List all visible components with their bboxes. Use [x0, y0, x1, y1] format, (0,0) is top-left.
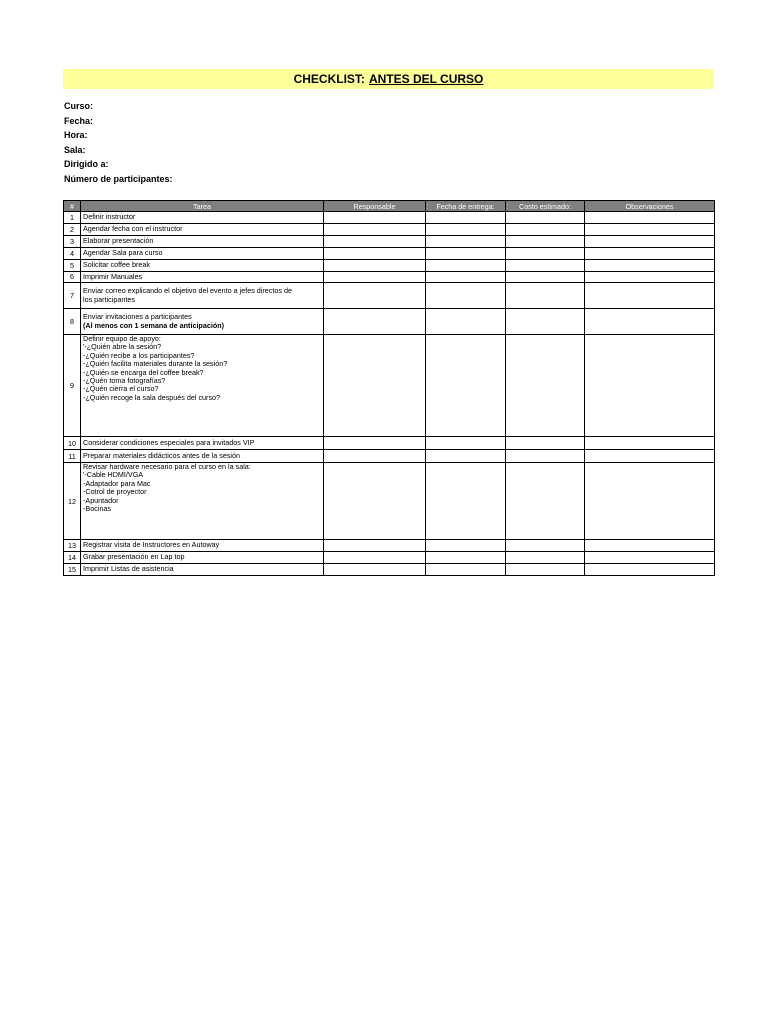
row-number: 4: [64, 247, 81, 259]
table-row: [64, 271, 715, 283]
table-row: [64, 212, 715, 224]
observaciones-cell[interactable]: [585, 309, 715, 335]
fecha-entrega-cell[interactable]: [426, 223, 506, 235]
task-cell: [81, 437, 324, 450]
task-cell: [81, 309, 324, 335]
row-number: 6: [64, 271, 81, 283]
header-fecha-entrega: Fecha de entrega:: [426, 201, 506, 212]
row-number: 10: [64, 437, 81, 450]
task-cell: [81, 283, 324, 309]
table-row: [64, 437, 715, 450]
field-dirigido: Dirigido a:: [64, 159, 109, 170]
table-row: [64, 335, 715, 437]
responsable-cell[interactable]: [324, 450, 426, 463]
field-curso: Curso:: [64, 101, 93, 111]
table-row: [64, 223, 715, 235]
fecha-entrega-cell[interactable]: [426, 463, 506, 540]
fecha-entrega-cell[interactable]: [426, 335, 506, 437]
task-cell: [81, 552, 324, 564]
table-row: [64, 259, 715, 271]
costo-cell[interactable]: [506, 223, 585, 235]
table-row: [64, 540, 715, 552]
costo-cell[interactable]: [506, 540, 585, 552]
costo-cell[interactable]: [506, 259, 585, 271]
responsable-cell[interactable]: [324, 437, 426, 450]
fecha-entrega-cell[interactable]: [426, 437, 506, 450]
costo-cell[interactable]: [506, 450, 585, 463]
header-tarea: Tarea: [81, 201, 324, 212]
observaciones-cell[interactable]: [585, 540, 715, 552]
costo-cell[interactable]: [506, 437, 585, 450]
responsable-cell[interactable]: [324, 247, 426, 259]
table-row: [64, 564, 715, 576]
task-text: Imprimir Listas de asistencia: [83, 564, 174, 574]
fecha-entrega-cell[interactable]: [426, 450, 506, 463]
table-row: [64, 309, 715, 335]
table-row: [64, 463, 715, 540]
task-text: Definir equipo de apoyo: '-¿Quién abre la sesión? -¿Quién recibe a los participantes? -¿Quién facilita materiales durante la sesión? -¿Quién se encarga del coffee break? -¿Quén toma fotografías? -¿Quén cierra el curso? -¿Quién recoge la sala después del curso?: [83, 334, 228, 402]
header-costo: Costo estimado:: [506, 201, 585, 212]
task-cell: [81, 223, 324, 235]
task-text: Elaborar presentación: [83, 235, 154, 245]
fecha-entrega-cell[interactable]: [426, 564, 506, 576]
observaciones-cell[interactable]: [585, 247, 715, 259]
task-text: Preparar materiales didácticos antes de la sesión: [83, 450, 241, 460]
fecha-entrega-cell[interactable]: [426, 259, 506, 271]
fecha-entrega-cell[interactable]: [426, 552, 506, 564]
observaciones-cell[interactable]: [585, 259, 715, 271]
task-cell: [81, 212, 324, 224]
task-text: Considerar condiciones especiales para invitados VIP: [83, 437, 255, 447]
observaciones-cell[interactable]: [585, 463, 715, 540]
task-text: Grabar presentación en Lap top: [83, 552, 185, 562]
responsable-cell[interactable]: [324, 335, 426, 437]
fecha-entrega-cell[interactable]: [426, 309, 506, 335]
row-number: 13: [64, 540, 81, 552]
task-text: Agendar fecha con el instructor: [83, 223, 183, 233]
row-number: 8: [64, 309, 81, 335]
costo-cell[interactable]: [506, 283, 585, 309]
task-text: Revisar hardware necesario para el curso en la sala: '-Cable HDMI/VGA -Adaptador para Mac -Cotrol de proyector -Apuntador -Bocinas: [83, 462, 251, 514]
costo-cell[interactable]: [506, 235, 585, 247]
costo-cell[interactable]: [506, 335, 585, 437]
task-cell: [81, 235, 324, 247]
table-header-row: [64, 201, 715, 212]
responsable-cell[interactable]: [324, 235, 426, 247]
observaciones-cell[interactable]: [585, 235, 715, 247]
course-info-fields: [64, 99, 173, 187]
row-number: 3: [64, 235, 81, 247]
observaciones-cell[interactable]: [585, 552, 715, 564]
responsable-cell[interactable]: [324, 552, 426, 564]
field-participantes: Número de participantes:: [64, 173, 173, 184]
observaciones-cell[interactable]: [585, 335, 715, 437]
row-number: 7: [64, 283, 81, 309]
fecha-entrega-cell[interactable]: [426, 540, 506, 552]
responsable-cell[interactable]: [324, 223, 426, 235]
task-cell: [81, 463, 324, 540]
observaciones-cell[interactable]: [585, 223, 715, 235]
observaciones-cell[interactable]: [585, 212, 715, 224]
task-text: Imprimir Manuales: [83, 271, 143, 281]
row-number: 11: [64, 450, 81, 463]
table-row: [64, 283, 715, 309]
costo-cell[interactable]: [506, 212, 585, 224]
title-part2: ANTES DEL CURSO: [368, 72, 484, 86]
row-number: 14: [64, 552, 81, 564]
task-cell: [81, 564, 324, 576]
responsable-cell[interactable]: [324, 564, 426, 576]
task-text: Enviar correo explicando el objetivo del evento a jefes directos de los participantes: [83, 286, 292, 304]
costo-cell[interactable]: [506, 247, 585, 259]
costo-cell[interactable]: [506, 271, 585, 283]
checklist-title: [63, 69, 714, 89]
title-part1: CHECKLIST:: [293, 72, 365, 86]
task-cell: [81, 259, 324, 271]
row-number: 12: [64, 463, 81, 540]
task-cell: [81, 335, 324, 437]
row-number: 1: [64, 212, 81, 224]
fecha-entrega-cell[interactable]: [426, 212, 506, 224]
table-row: [64, 450, 715, 463]
task-text: Registrar visita de Instructores en Autoway: [83, 540, 220, 550]
task-text: Definir instructor: [83, 212, 136, 222]
responsable-cell[interactable]: [324, 463, 426, 540]
fecha-entrega-cell[interactable]: [426, 247, 506, 259]
row-number: 15: [64, 564, 81, 576]
costo-cell[interactable]: [506, 309, 585, 335]
field-sala: Sala:: [64, 144, 86, 155]
task-text: Solicitar coffee break: [83, 259, 150, 269]
header-responsable: Responsable: [324, 201, 426, 212]
task-cell: [81, 271, 324, 283]
observaciones-cell[interactable]: [585, 564, 715, 576]
responsable-cell[interactable]: [324, 259, 426, 271]
table-row: [64, 247, 715, 259]
field-fecha: Fecha:: [64, 115, 94, 126]
task-text: Agendar Sala para curso: [83, 247, 163, 257]
row-number: 9: [64, 335, 81, 437]
responsable-cell[interactable]: [324, 212, 426, 224]
costo-cell[interactable]: [506, 564, 585, 576]
responsable-cell[interactable]: [324, 309, 426, 335]
observaciones-cell[interactable]: [585, 450, 715, 463]
row-number: 5: [64, 259, 81, 271]
table-row: [64, 552, 715, 564]
header-num: #: [64, 201, 81, 212]
task-text: Enviar invitaciones a participantes: [83, 312, 192, 322]
task-note: (Al menos con 1 semana de anticipación): [83, 320, 224, 330]
task-cell: [81, 247, 324, 259]
observaciones-cell[interactable]: [585, 271, 715, 283]
task-cell: [81, 450, 324, 463]
task-cell: [81, 540, 324, 552]
observaciones-cell[interactable]: [585, 283, 715, 309]
costo-cell[interactable]: [506, 463, 585, 540]
responsable-cell[interactable]: [324, 540, 426, 552]
observaciones-cell[interactable]: [585, 437, 715, 450]
fecha-entrega-cell[interactable]: [426, 235, 506, 247]
responsable-cell[interactable]: [324, 283, 426, 309]
header-observaciones: Observaciones: [585, 201, 715, 212]
checklist-table: [63, 200, 715, 576]
responsable-cell[interactable]: [324, 271, 426, 283]
fecha-entrega-cell[interactable]: [426, 283, 506, 309]
table-row: [64, 235, 715, 247]
field-hora: Hora:: [64, 130, 88, 141]
costo-cell[interactable]: [506, 552, 585, 564]
row-number: 2: [64, 223, 81, 235]
fecha-entrega-cell[interactable]: [426, 271, 506, 283]
